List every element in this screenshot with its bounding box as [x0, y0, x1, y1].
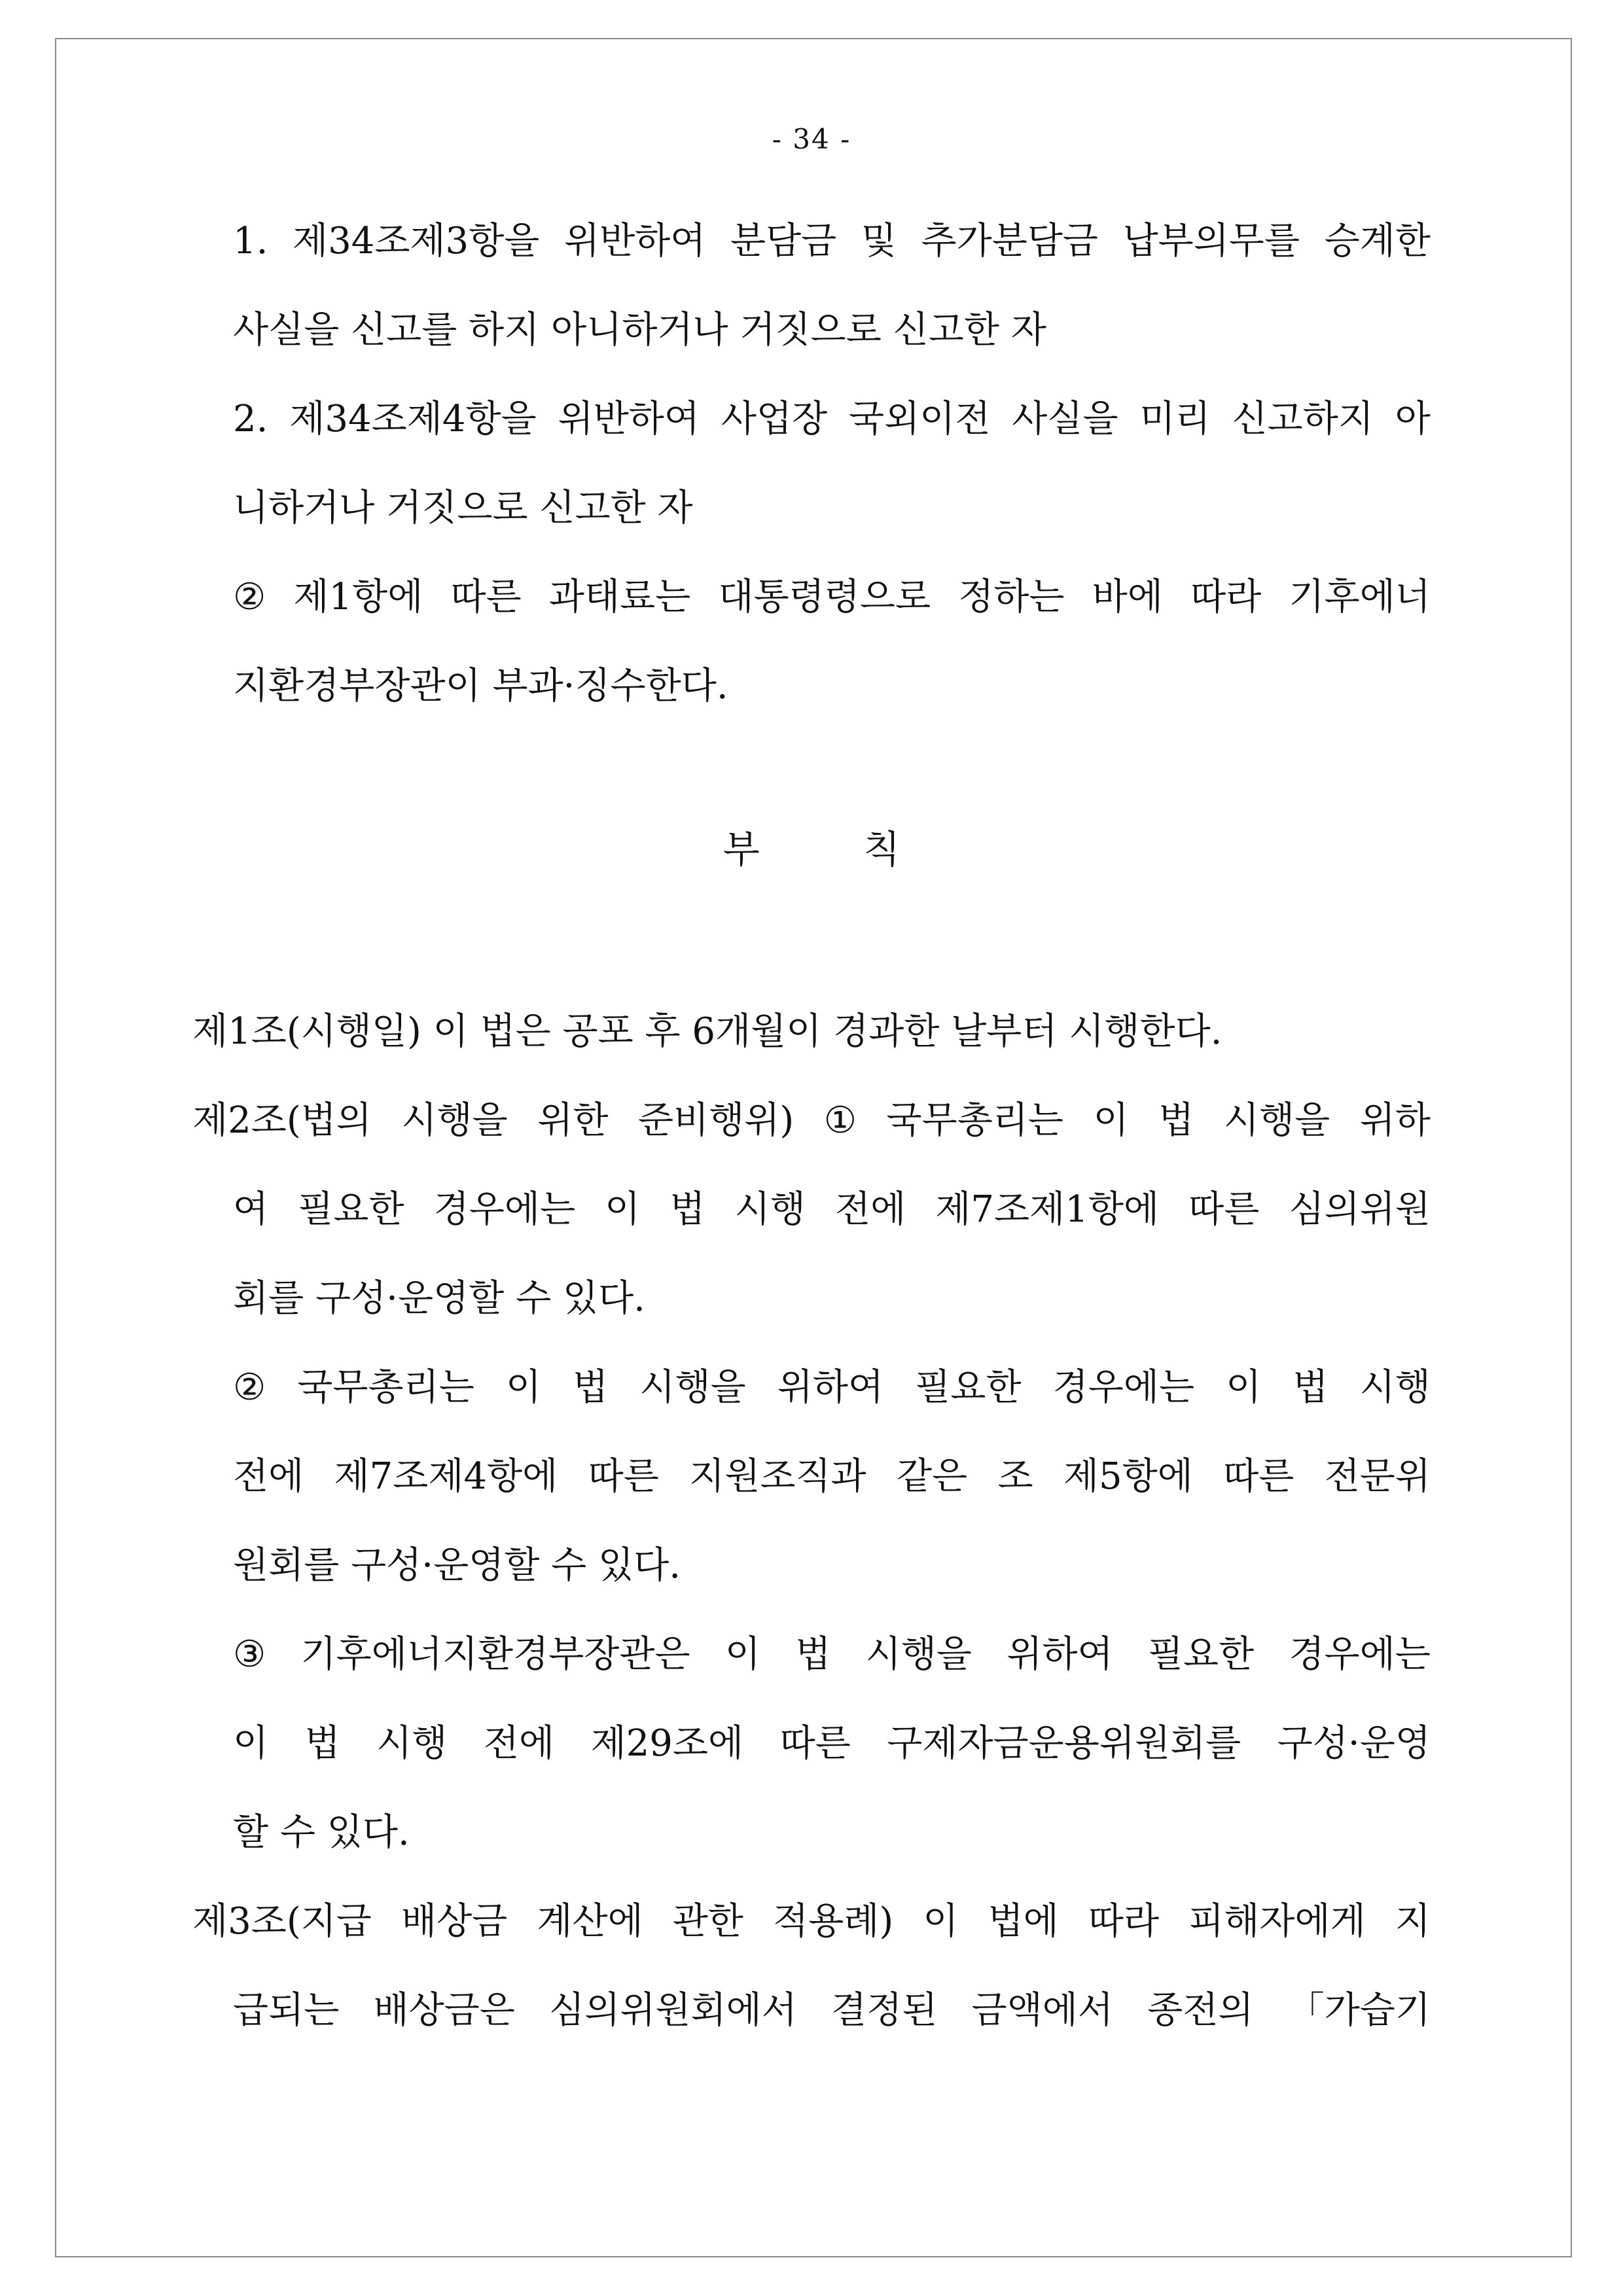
article-text-line: 니하거나 거짓으로 신고한 자 — [233, 487, 693, 529]
article-text-line: 할 수 있다. — [233, 1811, 410, 1854]
article-text-line: 급되는 배상금은 심의위원회에서 결정된 금액에서 종전의 「가습기 — [233, 1989, 1431, 2032]
article-text-line: 지환경부장관이 부과·징수한다. — [233, 665, 728, 707]
article-text-line: 회를 구성·운영할 수 있다. — [233, 1277, 645, 1320]
article-text-line: 제2조(법의 시행을 위한 준비행위) ① 국무총리는 이 법 시행을 위하 — [192, 1099, 1431, 1142]
article-text-line: 원회를 구성·운영할 수 있다. — [233, 1544, 681, 1587]
page-number: - 34 - — [772, 123, 851, 155]
article-text-line: 1. 제34조제3항을 위반하여 분담금 및 추가분담금 납부의무를 승계한 — [233, 220, 1431, 262]
article-text-line: ② 국무총리는 이 법 시행을 위하여 필요한 경우에는 이 법 시행 — [233, 1366, 1431, 1409]
article-text-line: ③ 기후에너지환경부장관은 이 법 시행을 위하여 필요한 경우에는 — [233, 1633, 1431, 1676]
article-text-line: 2. 제34조제4항을 위반하여 사업장 국외이전 사실을 미리 신고하지 아 — [233, 398, 1431, 440]
article-text-line: 전에 제7조제4항에 따른 지원조직과 같은 조 제5항에 따른 전문위 — [233, 1455, 1431, 1498]
article-text-line: 이 법 시행 전에 제29조에 따른 구제자금운용위원회를 구성·운영 — [233, 1722, 1431, 1765]
article-text-line: 사실을 신고를 하지 아니하거나 거짓으로 신고한 자 — [233, 309, 1046, 351]
supplementary-provisions-title: 부 칙 — [722, 827, 901, 872]
article-text-line: ② 제1항에 따른 과태료는 대통령령으로 정하는 바에 따라 기후에너 — [233, 576, 1431, 618]
article-text-line: 제1조(시행일) 이 법은 공포 후 6개월이 경과한 날부터 시행한다. — [192, 1010, 1222, 1053]
article-text-line: 제3조(지급 배상금 계산에 관한 적용례) 이 법에 따라 피해자에게 지 — [192, 1900, 1431, 1943]
article-text-line: 여 필요한 경우에는 이 법 시행 전에 제7조제1항에 따른 심의위원 — [233, 1188, 1431, 1231]
